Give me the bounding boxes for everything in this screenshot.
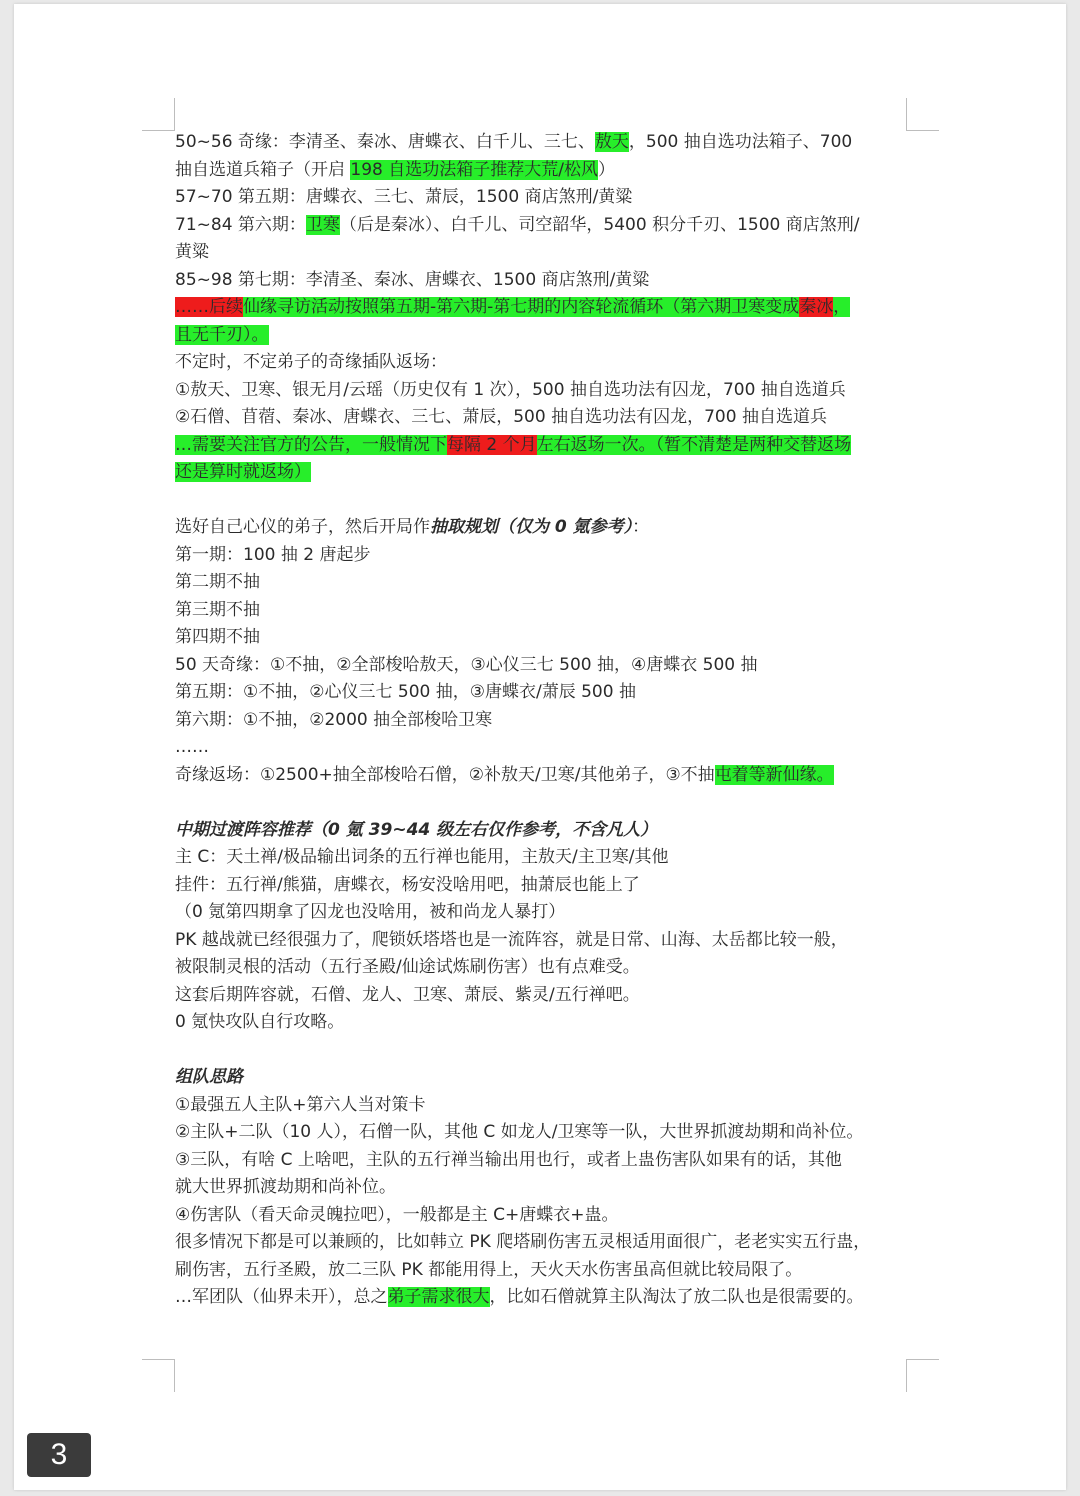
text-line: 71~84 第六期：卫寒（后是秦冰）、白千儿、司空韶华，5400 积分千刃、1500 商店煞刑/ (175, 214, 860, 235)
document-body (175, 129, 913, 1312)
crop-mark-top-left (142, 98, 175, 131)
text-line: 主 C：天土禅/极品输出词条的五行禅也能用，主敖天/主卫寒/其他 (175, 847, 669, 867)
highlight-line: 还是算时就返场） (175, 462, 311, 482)
text-line: 黄粱 (175, 242, 209, 262)
text-line: 奇缘返场：①2500+抽全部梭哈石僧，②补敖天/卫寒/其他弟子，③不抽屯着等新仙缘。 (175, 764, 834, 785)
text-line: 这套后期阵容就，石僧、龙人、卫寒、萧辰、紫灵/五行禅吧。 (175, 984, 640, 1005)
text-line: 57~70 第五期：唐蝶衣、三七、萧辰，1500 商店煞刑/黄粱 (175, 187, 633, 207)
highlight-line: …需要关注官方的公告，一般情况下每隔 2 个月左右返场一次。（暂不清楚是两种交替返场 (175, 434, 852, 455)
text-line: 第一期：100 抽 2 唐起步 (175, 544, 371, 565)
text-line: 不定时，不定弟子的奇缘插队返场： (175, 352, 447, 372)
text-line: …军团队（仙界未开），总之弟子需求很大，比如石僧就算主队淘汰了放二队也是很需要的。 (175, 1287, 864, 1307)
text-line: 很多情况下都是可以兼顾的，比如韩立 PK 爬塔刷伤害五灵根适用面很广，老老实实五行蛊， (175, 1232, 871, 1252)
text-line: …… (175, 737, 209, 757)
text-line: 第五期：①不抽，②心仪三七 500 抽，③唐蝶衣/萧辰 500 抽 (175, 682, 636, 702)
section-heading: 组队思路 (175, 1067, 243, 1087)
text-line: ③三队，有啥 C 上啥吧，主队的五行禅当输出用也行，或者上蛊伤害队如果有的话，其他 (175, 1149, 842, 1170)
text-line: 第六期：①不抽，②2000 抽全部梭哈卫寒 (175, 709, 493, 730)
page-number-badge: 3 (27, 1433, 91, 1477)
text-line: ②石僧、苜蓿、秦冰、唐蝶衣、三七、萧辰，500 抽自选功法有囚龙，700 抽自选道兵 (175, 407, 827, 427)
text-line: 0 氪快攻队自行攻略。 (175, 1012, 345, 1032)
text-line: 挂件：五行禅/熊猫，唐蝶衣，杨安没啥用吧，抽萧辰也能上了 (175, 874, 640, 895)
text-line: 50~56 奇缘：李清圣、秦冰、唐蝶衣、白千儿、三七、敖天，500 抽自选功法箱子、700 (175, 132, 853, 152)
text-line: 抽自选道兵箱子（开启 198 自选功法箱子推荐大荒/松风） (175, 159, 615, 180)
text-line: 第四期不抽 (175, 627, 260, 647)
text-line: PK 越战就已经很强力了，爬锁妖塔塔也是一流阵容，就是日常、山海、太岳都比较一般， (175, 929, 848, 950)
text-line: ①最强五人主队+第六人当对策卡 (175, 1094, 426, 1115)
text-line: ①敖天、卫寒、银无月/云瑶（历史仅有 1 次），500 抽自选功法有囚龙，700 抽自选道兵 (175, 379, 846, 400)
crop-mark-bottom-left (142, 1359, 175, 1392)
section-heading: 中期过渡阵容推荐（0 氪 39~44 级左右仅作参考，不含凡人） (175, 819, 658, 840)
highlight-line: ……后续仙缘寻访活动按照第五期-第六期-第七期的内容轮流循环（第六期卫寒变成秦冰， (175, 297, 851, 317)
text-line: 就大世界抓渡劫期和尚补位。 (175, 1177, 396, 1197)
text-line: 第三期不抽 (175, 599, 260, 620)
text-line: ④伤害队（看天命灵魄拉吧），一般都是主 C+唐蝶衣+蛊。 (175, 1204, 619, 1225)
text-line: 选好自己心仪的弟子，然后开局作抽取规划（仅为 0 氪参考）： (175, 517, 650, 537)
text-line: 50 天奇缘：①不抽，②全部梭哈敖天，③心仪三七 500 抽，④唐蝶衣 500 抽 (175, 654, 758, 675)
text-line: 第二期不抽 (175, 572, 260, 592)
text-line: （0 氪第四期拿了囚龙也没啥用，被和尚龙人暴打） (175, 902, 566, 922)
crop-mark-bottom-right (906, 1359, 939, 1392)
highlight-line: 且无千刃）。 (175, 324, 269, 345)
text-line: 刷伤害，五行圣殿，放二三队 PK 都能用得上，天火天水伤害虽高但就比较局限了。 (175, 1259, 803, 1280)
text-line: ②主队+二队（10 人），石僧一队，其他 C 如龙人/卫寒等一队，大世界抓渡劫期和尚补位。 (175, 1122, 864, 1142)
text-line: 被限制灵根的活动（五行圣殿/仙途试炼刷伤害）也有点难受。 (175, 957, 640, 977)
text-line: 85~98 第七期：李清圣、秦冰、唐蝶衣、1500 商店煞刑/黄粱 (175, 269, 650, 290)
crop-mark-top-right (906, 98, 939, 131)
